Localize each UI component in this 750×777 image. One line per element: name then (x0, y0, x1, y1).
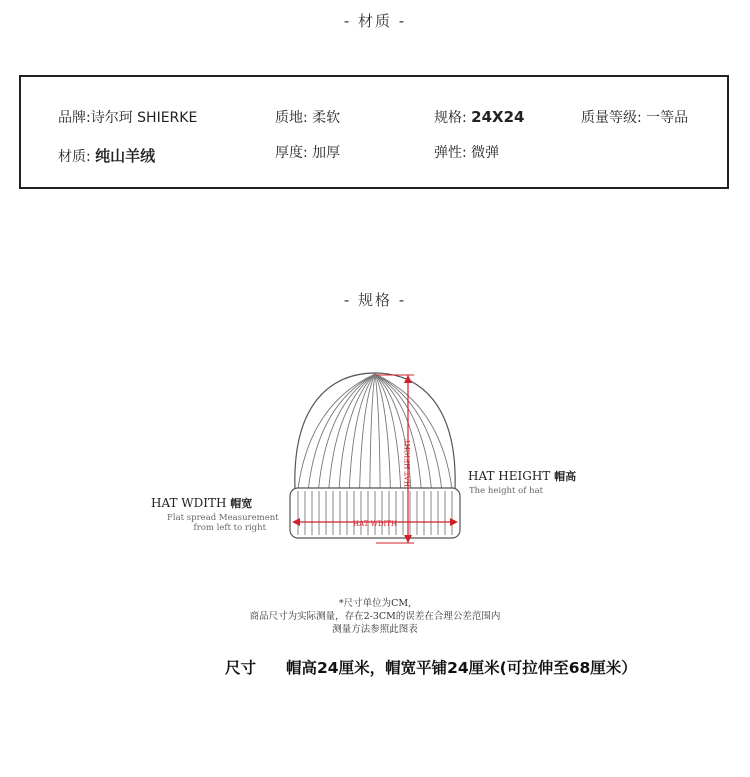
elastic-row (434, 142, 499, 162)
hat-illustration (290, 373, 460, 538)
note-tolerance: 商品尺寸为实际测量，存在2-3CM的误差在合理公差范围内 (249, 611, 501, 622)
material-row (58, 145, 155, 166)
hat-width-sub2: from left to right (193, 523, 266, 533)
material-value: 纯山羊绒 (95, 147, 156, 165)
thickness-row (275, 142, 340, 162)
material-label: 材质: (58, 149, 91, 165)
note-unit: *尺寸单位为CM, (338, 598, 412, 609)
height-inner-label: HAT HEIGHT (404, 438, 412, 488)
material-section-title: - 材质 - (343, 12, 407, 30)
product-info-box (19, 75, 729, 189)
texture-label: 质地: (275, 110, 308, 126)
size-value: 帽高24厘米，帽宽平铺24厘米(可拉伸至68厘米） (286, 659, 637, 677)
texture-row (275, 107, 340, 127)
hat-width-label-cn: 帽宽 (230, 497, 253, 510)
hat-diagram (280, 365, 470, 550)
hat-height-label (468, 468, 576, 484)
grade-value: 一等品 (646, 110, 689, 126)
size-label: 尺寸 (225, 659, 257, 677)
hat-height-sub: The height of hat (469, 486, 544, 496)
thickness-label: 厚度: (275, 145, 308, 161)
texture-value: 柔软 (312, 110, 341, 126)
elastic-label: 弹性: (434, 145, 467, 161)
brand-value: 诗尔珂 SHIERKE (90, 110, 198, 126)
elastic-value: 微弹 (471, 145, 500, 161)
brand-row (58, 107, 197, 127)
grade-row (581, 107, 688, 127)
brand-label: 品牌: (58, 110, 91, 126)
size-summary (225, 656, 637, 678)
grade-label: 质量等级: (581, 110, 642, 126)
hat-width-label (151, 495, 252, 511)
note-method: 测量方法参照此图表 (332, 624, 418, 635)
hat-width-label-en: HAT WDITH (151, 496, 227, 510)
hat-height-label-en: HAT HEIGHT (468, 469, 551, 483)
thickness-value: 加厚 (312, 145, 341, 161)
spec-value: 24X24 (471, 108, 525, 126)
spec-section-title: - 规格 - (343, 291, 407, 309)
hat-width-sub1: Flat spread Measurement (167, 513, 279, 523)
hat-height-label-cn: 帽高 (554, 470, 577, 483)
width-inner-label: HAT WDITH (352, 520, 398, 528)
spec-label: 规格: (434, 110, 467, 126)
spec-row (434, 107, 525, 127)
